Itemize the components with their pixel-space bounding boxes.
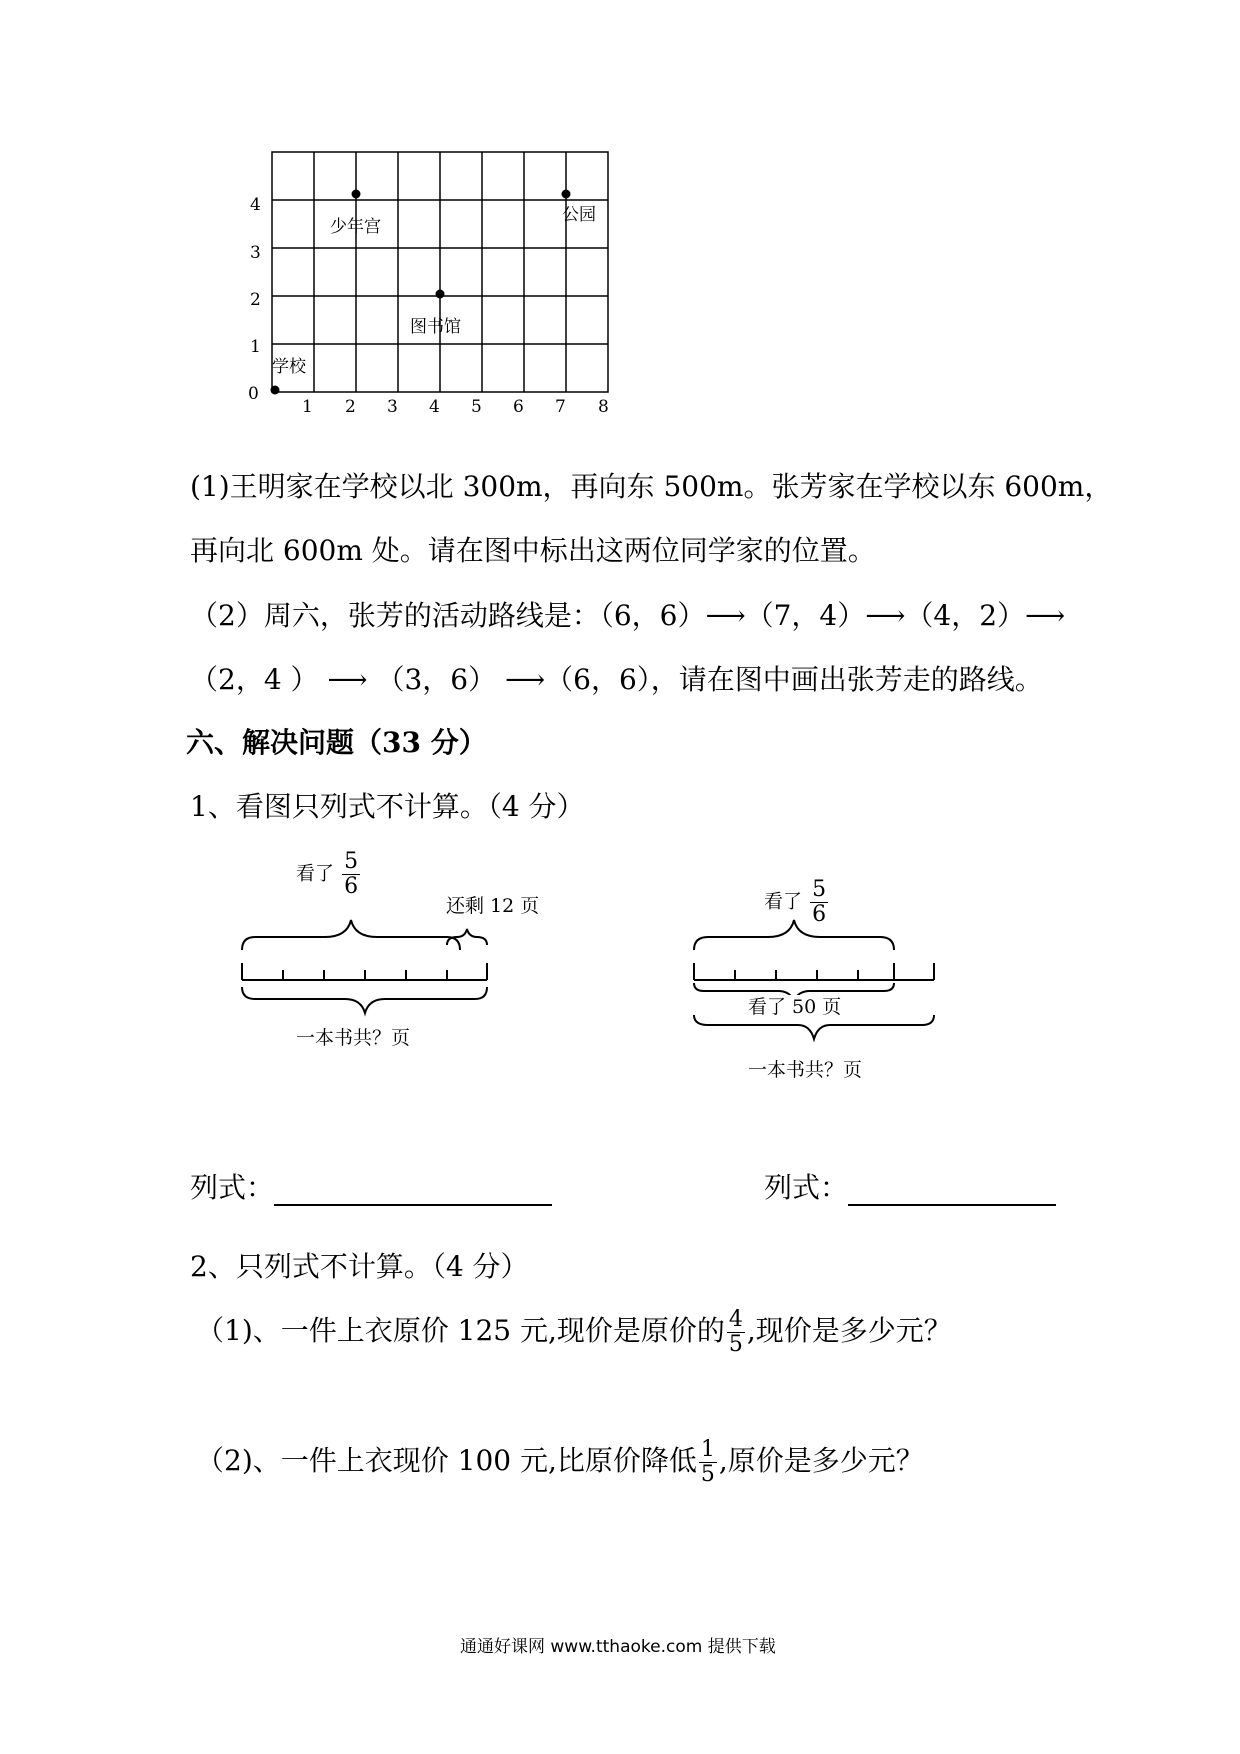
y-label-4: 4 <box>250 195 261 215</box>
fig2-total-label: 一本书共？页 <box>748 1059 863 1081</box>
formula-row-1 <box>190 1170 552 1206</box>
q2-item1-fraction <box>727 1308 745 1357</box>
fig2-top-brace <box>694 920 894 950</box>
route-text-2: （7，4） <box>745 599 866 632</box>
label-library: 图书馆 <box>410 317 461 337</box>
formula-row-2 <box>764 1170 1056 1206</box>
x-label-3: 3 <box>387 397 398 417</box>
label-youth-palace: 少年宫 <box>330 217 381 237</box>
route-text-5: （3，6） <box>376 663 497 696</box>
q2-item2-num: 1 <box>700 1437 715 1462</box>
label-park: 公园 <box>562 205 596 225</box>
q2-item1-pre: （1)、一件上衣原价 125 元,现价是原价的 <box>196 1314 725 1347</box>
formula-answer-line-1[interactable] <box>274 1174 552 1206</box>
q2-item1-num: 4 <box>728 1307 743 1332</box>
route-text-6: （6，6），请在图中画出张芳走的路线。 <box>545 663 1043 696</box>
q1-title: 1、看图只列式不计算。（4 分） <box>190 790 585 823</box>
x-label-4: 4 <box>429 397 440 417</box>
fig1-total-label: 一本书共？页 <box>296 1027 411 1049</box>
fig1-frac-den: 6 <box>344 874 359 899</box>
fig1-read-label <box>296 850 362 899</box>
q2-title: 2、只列式不计算。（4 分） <box>190 1250 529 1283</box>
fig2-read-text: 看了 <box>764 890 803 913</box>
y-label-1: 1 <box>250 337 261 357</box>
q2-item1 <box>196 1308 952 1357</box>
formula-answer-line-2[interactable] <box>848 1174 1056 1206</box>
arrow-right-icon: ⟶ <box>705 599 746 632</box>
q5-part1-line2: 再向北 600m 处。请在图中标出这两位同学家的位置。 <box>190 534 876 567</box>
fig2-frac-den: 6 <box>812 902 827 927</box>
fig1-remain-label: 还剩 12 页 <box>446 895 540 917</box>
fig2-frac-num: 5 <box>812 877 827 902</box>
x-label-6: 6 <box>513 397 524 417</box>
arrow-right-icon: ⟶ <box>865 599 906 632</box>
y-label-0: 0 <box>248 384 259 404</box>
route-text-1: （2）周六，张芳的活动路线是：（6，6） <box>190 599 706 632</box>
formula-label-1: 列式： <box>190 1171 275 1204</box>
fig2-read-pages-label: 看了 50 页 <box>748 996 842 1018</box>
fig2-diagram <box>688 915 948 1045</box>
point-library <box>436 290 445 299</box>
y-label-3: 3 <box>250 243 261 263</box>
section6-title: 六、解决问题（33 分） <box>186 726 487 759</box>
q2-item1-den: 5 <box>728 1332 743 1357</box>
point-youth-palace <box>352 190 361 199</box>
q5-part2-line2 <box>190 662 1043 698</box>
x-label-2: 2 <box>345 397 356 417</box>
point-park <box>562 190 571 199</box>
page-footer: 通通好课网 www.tthaoke.com 提供下载 <box>460 1637 776 1657</box>
x-label-1: 1 <box>302 397 313 417</box>
point-school <box>271 386 280 395</box>
q5-part1-line1: (1)王明家在学校以北 300m，再向东 500m。张芳家在学校以东 600m， <box>190 470 1113 503</box>
fig1-remain-brace <box>447 929 487 945</box>
coordinate-grid <box>230 140 630 430</box>
route-text-4: （2，4 ） <box>190 663 319 696</box>
q2-item2-den: 5 <box>700 1462 715 1487</box>
fig1-bottom-brace <box>242 987 487 1013</box>
q2-item2 <box>196 1438 924 1487</box>
fig1-frac-num: 5 <box>344 849 359 874</box>
fig1-top-brace <box>242 920 460 950</box>
q5-part2-line1 <box>190 598 1065 634</box>
x-label-5: 5 <box>471 397 482 417</box>
x-label-7: 7 <box>555 397 566 417</box>
q2-item1-post: ,现价是多少元？ <box>746 1314 952 1347</box>
q2-item2-pre: （2)、一件上衣现价 100 元,比原价降低 <box>196 1444 697 1477</box>
arrow-right-icon: ⟶ <box>318 663 377 696</box>
y-label-2: 2 <box>250 290 261 310</box>
label-school: 学校 <box>272 357 306 377</box>
arrow-right-icon: ⟶ <box>1025 599 1066 632</box>
formula-label-2: 列式： <box>764 1171 849 1204</box>
fig1-diagram <box>235 915 495 1025</box>
x-label-8: 8 <box>598 397 609 417</box>
route-text-3: （4，2） <box>905 599 1026 632</box>
fig1-fraction <box>342 850 360 899</box>
arrow-right-icon: ⟶ <box>496 663 546 696</box>
q2-item2-post: ,原价是多少元？ <box>718 1444 924 1477</box>
grid-lines <box>272 152 608 392</box>
fig1-read-text: 看了 <box>296 862 335 885</box>
q2-item2-fraction <box>699 1438 717 1487</box>
